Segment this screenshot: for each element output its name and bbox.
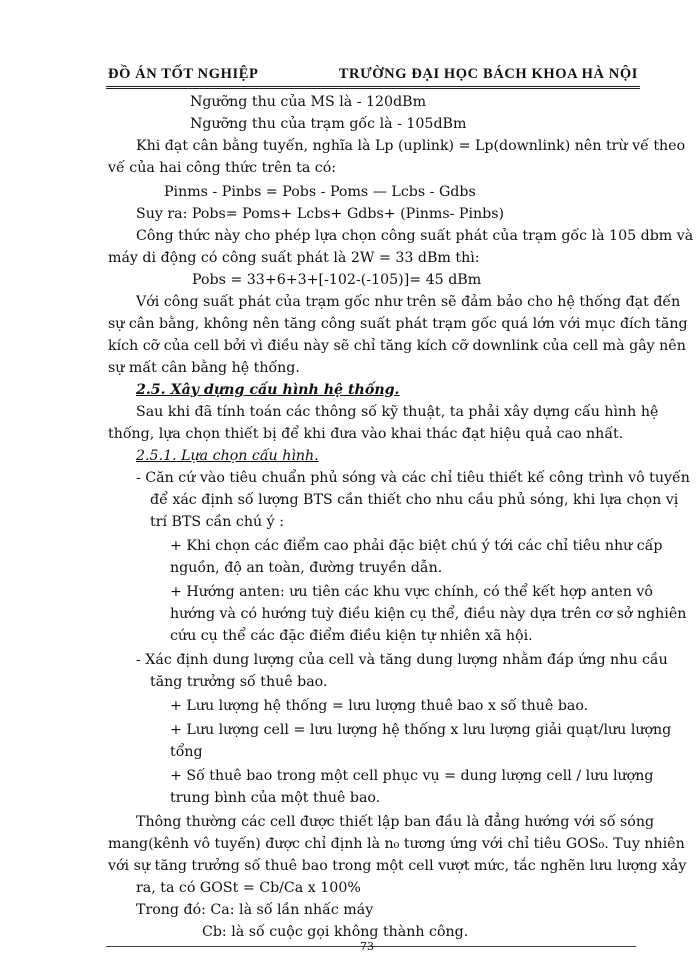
bullet-line: hướng và có hướng tuỳ điều kiện cụ thể, điều này dựa trên cơ sở nghiên xyxy=(170,606,687,622)
formula: Pobs = 33+6+3+[-102-(-105)]= 45 dBm xyxy=(192,272,482,288)
header-left: ĐỒ ÁN TỐT NGHIỆP xyxy=(108,66,259,82)
bullet-line: - Căn cứ vào tiêu chuẩn phủ sóng và các chỉ tiêu thiết kế công trình vô tuyến xyxy=(136,470,690,486)
header-right: TRƯỜNG ĐẠI HỌC BÁCH KHOA HÀ NỘI xyxy=(338,66,638,82)
text-line: Sau khi đã tính toán các thông số kỹ thuật, ta phải xây dựng cấu hình hệ xyxy=(136,404,659,420)
bullet-line: tăng trưởng số thuê bao. xyxy=(150,674,328,690)
text-line: Với công suất phát của trạm gốc như trên sẽ đảm bảo cho hệ thống đạt đến xyxy=(136,294,681,310)
text-line: Khi đạt cân bằng tuyến, nghĩa là Lp (uplink) = Lp(downlink) nên trừ vế theo xyxy=(136,138,686,154)
text-line: thống, lựa chọn thiết bị để khi đưa vào khai thác đạt hiệu quả cao nhất. xyxy=(108,426,624,442)
page-number: 73 xyxy=(360,940,374,953)
page-header xyxy=(108,64,638,86)
text-line: sự cân bằng, không nên tăng công suất phát trạm gốc quá lớn với mục đích tăng xyxy=(108,316,688,332)
bullet-line: + Lưu lượng cell = lưu lượng hệ thống x lưu lượng giải quạt/lưu lượng xyxy=(170,722,672,738)
bullet-line: tổng xyxy=(170,744,203,760)
text-line: với sự tăng trưởng số thuê bao trong một cell vượt mức, tắc nghẽn lưu lượng xảy xyxy=(108,858,687,874)
text-line: kích cỡ của cell bởi vì điều này sẽ chỉ tăng kích cỡ downlink của cell mà gây nên xyxy=(108,338,686,354)
text-line: máy di động có công suất phát là 2W = 33 dBm thì: xyxy=(108,250,480,266)
formula: Pinms - Pinbs = Pobs - Poms — Lcbs - Gdbs xyxy=(164,184,476,200)
text-line: Ngưỡng thu của trạm gốc là - 105dBm xyxy=(190,116,467,132)
text-line: Ngưỡng thu của MS là - 120dBm xyxy=(190,94,427,110)
text-line: Thông thường các cell được thiết lập ban đầu là đẳng hướng với số sóng xyxy=(136,814,655,830)
bullet-line: + Hướng anten: ưu tiên các khu vực chính, có thể kết hợp anten vô xyxy=(170,584,653,600)
text-line: Cb: là số cuộc gọi không thành công. xyxy=(202,924,469,940)
bullet-line: + Số thuê bao trong một cell phục vụ = dung lượng cell / lưu lượng xyxy=(170,768,654,784)
text-line: mang(kênh vô tuyến) được chỉ định là n₀ tương ứng với chỉ tiêu GOS₀. Tuy nhiên xyxy=(108,836,685,852)
text-line: sự mất cân bằng hệ thống. xyxy=(108,360,300,376)
bullet-line: nguồn, độ an toàn, đường truyền dẫn. xyxy=(170,560,443,576)
section-heading: 2.5. Xây dựng cấu hình hệ thống. xyxy=(136,382,400,398)
text-line: ra, ta có GOSt = Cb/Ca x 100% xyxy=(136,880,361,896)
bullet-line: để xác định số lượng BTS cần thiết cho nhu cầu phủ sóng, khi lựa chọn vị xyxy=(150,492,679,508)
text-line: Công thức này cho phép lựa chọn công suất phát của trạm gốc là 105 dbm và xyxy=(136,228,694,244)
subsection-heading: 2.5.1. Lựa chọn cấu hình. xyxy=(136,448,319,464)
bullet-line: + Lưu lượng hệ thống = lưu lượng thuê bao x số thuê bao. xyxy=(170,698,589,714)
text-line: Trong đó: Ca: là số lần nhấc máy xyxy=(136,902,374,918)
text-line: vế của hai công thức trên ta có: xyxy=(108,160,337,176)
bullet-line: trung bình của một thuê bao. xyxy=(170,790,381,806)
header-divider xyxy=(106,86,640,89)
bullet-line: cứu cụ thể các đặc điểm điều kiện tự nhiên xã hội. xyxy=(170,628,533,644)
bullet-line: - Xác định dung lượng của cell và tăng dung lượng nhằm đáp ứng nhu cầu xyxy=(136,652,668,668)
text-line: Suy ra: Pobs= Poms+ Lcbs+ Gdbs+ (Pinms- Pinbs) xyxy=(136,206,505,222)
bullet-line: + Khi chọn các điểm cao phải đặc biệt chú ý tới các chỉ tiêu như cấp xyxy=(170,538,663,554)
bullet-line: trí BTS cần chú ý : xyxy=(150,514,284,530)
